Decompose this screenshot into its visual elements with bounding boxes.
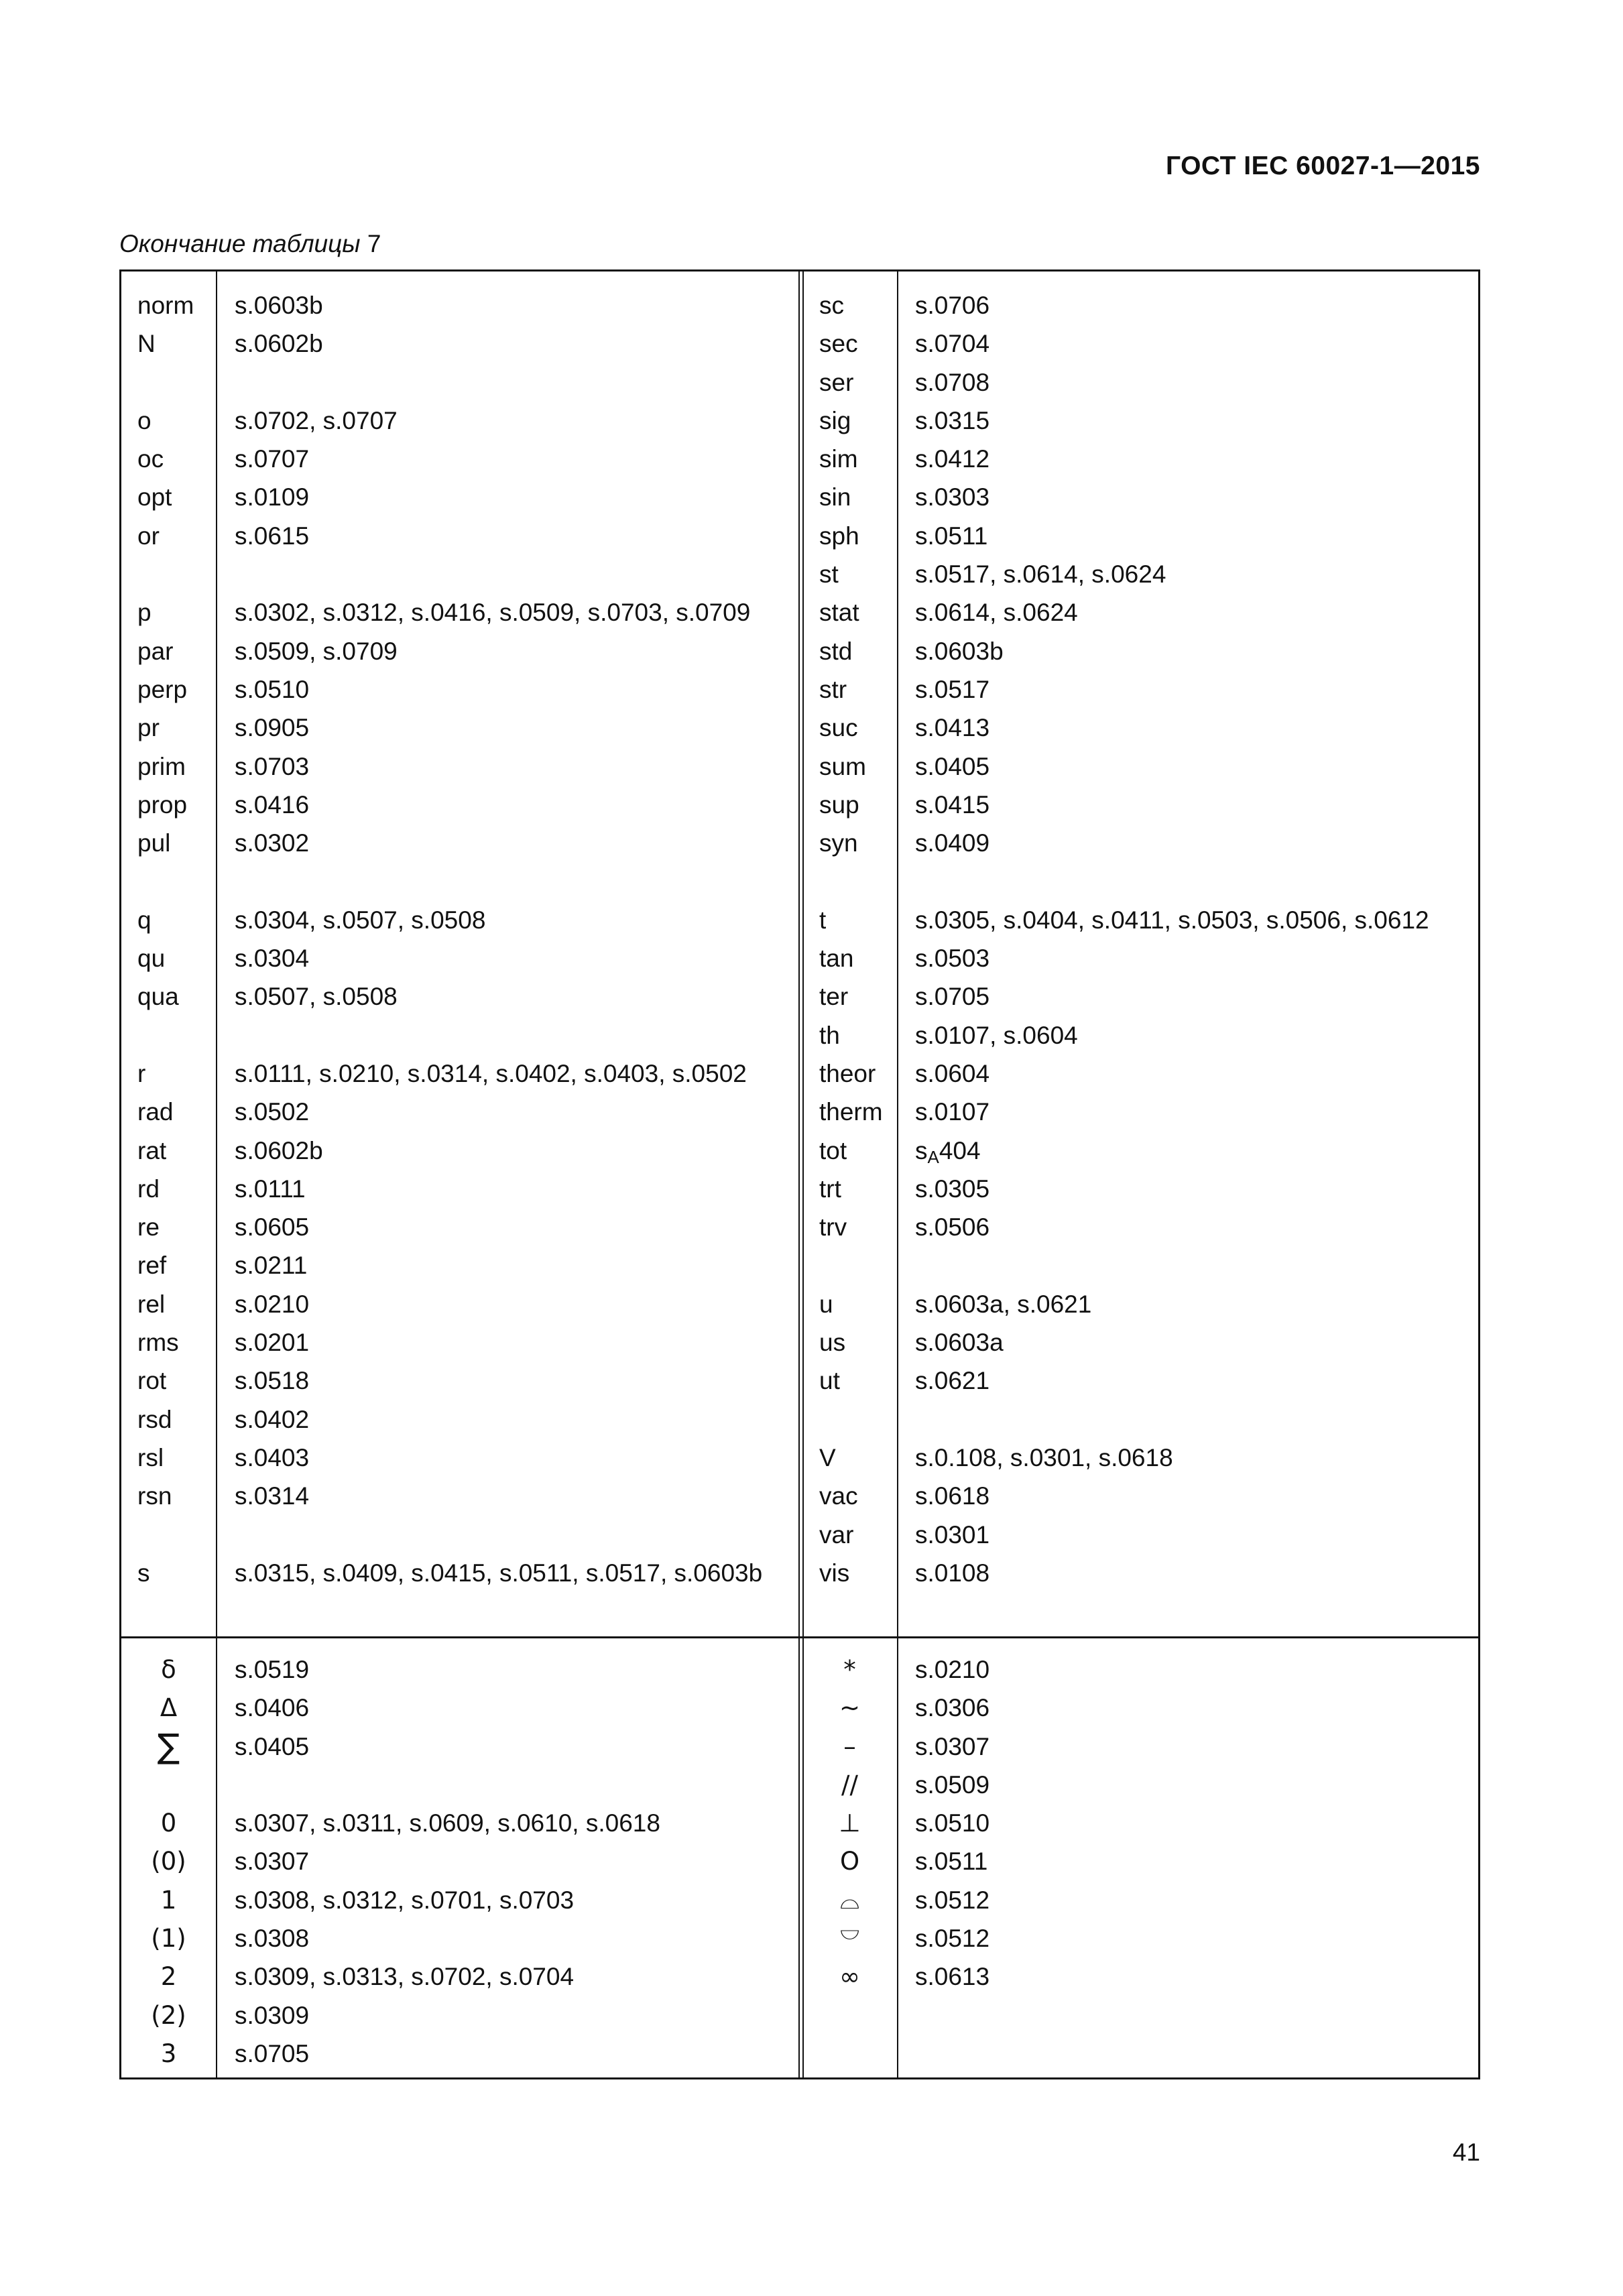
reference-cell: s.0615 [235,522,310,550]
reference-cell: s.0511 [915,1848,988,1876]
reference-cell: $s_A404$ [915,1136,981,1167]
abbreviation-cell: str [819,675,847,703]
abbreviation-cell: theor [819,1059,876,1087]
column-divider [216,271,217,2077]
reference-cell: s.0402 [235,1405,310,1433]
reference-cell: s.0707 [235,445,310,473]
reference-cell: s.0613 [915,1963,990,1991]
abbreviation-cell: var [819,1520,854,1549]
reference-cell: s.0301 [915,1520,990,1549]
reference-cell: s.0111 [235,1174,306,1203]
reference-cell: s.0512 [915,1925,990,1953]
reference-cell: s.0309, s.0313, s.0702, s.0704 [235,1963,575,1991]
reference-cell: s.0305 [915,1174,990,1203]
symbol-cell: 2 [160,1962,177,1992]
abbreviation-cell: qua [137,983,179,1011]
reference-cell: s.0302 [235,829,310,857]
reference-cell: s.0210 [235,1290,310,1318]
reference-cell [915,1246,1471,1284]
reference-cell: s.0618 [915,1482,990,1510]
reference-cell: s.0314 [235,1482,310,1510]
symbol-cell: Δ [160,1693,178,1723]
symbol-cell: ~ [839,1693,860,1723]
reference-cell: s.0303 [915,483,990,511]
symbol-cell: ∞ [839,1962,860,1992]
reference-cell: s.0702, s.0707 [235,406,398,434]
abbreviation-cell: o [137,406,152,434]
symbol-cell: 0 [160,1809,177,1838]
abbreviation-cell: or [137,522,160,550]
reference-cell: s.0517 [915,675,990,703]
abbreviation-cell: ref [137,1252,167,1280]
reference-cell: s.0605 [235,1213,310,1242]
reference-cell: s.0614, s.0624 [915,599,1078,627]
abbreviation-cell: rel [137,1290,166,1318]
upper-right-reference-column [915,286,1471,1592]
symbol-cell: – [843,1732,856,1761]
reference-cell: s.0621 [915,1367,990,1395]
abbreviation-cell: rsd [137,1405,172,1433]
abbreviation-cell: rms [137,1329,179,1357]
abbreviation-cell: t [819,906,827,934]
symbol-cell: (2) [151,2000,186,2030]
reference-cell: s.0.108, s.0301, s.0618 [915,1443,1173,1471]
abbreviation-cell: ser [819,368,854,396]
reference-cell: s.0315 [915,406,990,434]
abbreviation-cell [137,363,215,402]
abbreviation-cell: q [137,906,152,934]
reference-cell: s.0512 [915,1886,990,1914]
reference-cell: s.0412 [915,445,990,473]
abbreviation-cell: V [819,1443,836,1471]
reference-cell: s.0107, s.0604 [915,1021,1078,1049]
abbreviation-cell: rot [137,1367,167,1395]
reference-cell [235,363,791,402]
symbol-cell: ∑ [157,1726,180,1766]
reference-cell: s.0603a, s.0621 [915,1290,1092,1318]
column-divider [798,271,800,2077]
symbol-cell: ⊥ [839,1809,861,1838]
reference-cell: s.0111, s.0210, s.0314, s.0402, s.0403, s.0502 [235,1059,747,1087]
reference-cell: s.0510 [235,675,310,703]
abbreviation-cell: syn [819,829,858,857]
symbol-cell [121,1766,216,1804]
abbreviation-cell: stat [819,599,859,627]
reference-cell: s.0109 [235,483,310,511]
reference-cell: s.0309 [235,2001,310,2029]
abbreviation-cell: sin [819,483,851,511]
reference-cell: s.0307 [235,1848,310,1876]
abbreviation-cell: ter [819,983,849,1011]
abbreviation-cell: trv [819,1213,847,1242]
reference-cell: s.0403 [235,1443,310,1471]
caption-prefix: Окончание таблицы [119,230,361,257]
abbreviation-cell: pr [137,714,160,742]
abbreviations-table [119,269,1480,2079]
reference-cell: s.0603b [915,637,1004,665]
abbreviation-cell: rad [137,1098,174,1126]
reference-cell: s.0304 [235,945,310,973]
upper-right-abbreviation-column [819,286,896,1592]
abbreviation-cell: trt [819,1174,841,1203]
lower-right-symbol-column [802,1650,897,1996]
reference-cell: s.0511 [915,522,988,550]
reference-cell: s.0602b [235,330,323,358]
abbreviation-cell: sig [819,406,851,434]
reference-cell: s.0405 [235,1732,310,1760]
reference-cell: s.0603b [235,292,323,319]
abbreviation-cell [819,1400,896,1439]
section-divider [121,1636,1478,1638]
symbol-cell: 3 [160,2039,177,2068]
abbreviation-cell: norm [137,292,194,319]
symbol-cell: ⌓ [839,1924,860,1953]
abbreviation-cell: sph [819,522,859,550]
symbol-cell: ⌓ [839,1885,860,1915]
reference-cell: s.0509 [915,1770,990,1799]
abbreviation-cell: N [137,330,156,358]
reference-cell [235,1516,791,1554]
reference-cell: s.0308, s.0312, s.0701, s.0703 [235,1886,575,1914]
reference-cell: s.0416 [235,790,310,819]
reference-cell: s.0604 [915,1059,990,1087]
abbreviation-cell: therm [819,1098,883,1126]
reference-cell: s.0603a [915,1329,1004,1357]
reference-cell: s.0602b [235,1136,323,1164]
abbreviation-cell: sum [819,752,866,780]
reference-cell: s.0509, s.0709 [235,637,398,665]
abbreviation-cell: prop [137,790,188,819]
abbreviation-cell: tot [819,1136,847,1164]
abbreviation-cell [137,1516,215,1554]
abbreviation-cell: rd [137,1174,160,1203]
reference-cell: s.0307, s.0311, s.0609, s.0610, s.0618 [235,1809,660,1837]
abbreviation-cell: ut [819,1367,840,1395]
reference-cell: s.0108 [915,1559,990,1587]
reference-cell [915,1400,1471,1439]
abbreviation-cell [819,862,896,900]
abbreviation-cell: prim [137,752,186,780]
reference-cell: s.0905 [235,714,310,742]
caption-table-number: 7 [367,230,381,257]
abbreviation-cell [137,1016,215,1054]
abbreviation-cell: par [137,637,174,665]
abbreviation-cell: pul [137,829,171,857]
symbol-cell: (0) [151,1847,186,1876]
symbol-cell: δ [161,1655,176,1684]
abbreviation-cell [137,555,215,593]
abbreviation-cell: us [819,1329,846,1357]
reference-cell [235,862,791,900]
abbreviation-cell: re [137,1213,160,1242]
abbreviation-cell: opt [137,483,172,511]
reference-cell: s.0519 [235,1656,310,1683]
reference-cell: s.0518 [235,1367,310,1395]
reference-cell: s.0704 [915,330,990,358]
reference-cell: s.0506 [915,1213,990,1242]
abbreviation-cell: sc [819,292,844,319]
reference-cell: s.0413 [915,714,990,742]
document-header: ГОСТ IEC 60027-1—2015 [1165,152,1480,180]
symbol-cell: 1 [160,1885,177,1915]
reference-cell: s.0406 [235,1694,310,1722]
lower-left-reference-column [235,1650,791,2073]
abbreviation-cell: vis [819,1559,850,1587]
abbreviation-cell: perp [137,675,188,703]
reference-cell: s.0308 [235,1925,310,1953]
reference-cell: s.0307 [915,1732,990,1760]
reference-cell: s.0415 [915,790,990,819]
column-divider [897,271,898,2077]
reference-cell: s.0302, s.0312, s.0416, s.0509, s.0703, s.0709 [235,599,751,627]
abbreviation-cell: rat [137,1136,167,1164]
page-number: 41 [1452,2138,1480,2166]
symbol-cell: O [839,1847,860,1876]
abbreviation-cell: suc [819,714,858,742]
abbreviation-cell: rsn [137,1482,172,1510]
reference-cell [235,1016,791,1054]
upper-left-reference-column [235,286,791,1592]
abbreviation-cell: p [137,599,152,627]
symbol-cell: // [841,1770,858,1799]
reference-cell: s.0705 [235,2039,310,2067]
symbol-cell: (1) [151,1924,186,1953]
abbreviation-cell: std [819,637,853,665]
abbreviation-cell [137,862,215,900]
reference-cell: s.0315, s.0409, s.0415, s.0511, s.0517, s.0603b [235,1559,763,1587]
reference-cell: s.0201 [235,1329,310,1357]
reference-cell: s.0510 [915,1809,990,1837]
abbreviation-cell: tan [819,945,854,973]
abbreviation-cell: qu [137,945,166,973]
abbreviation-cell: th [819,1021,840,1049]
reference-cell [915,862,1471,900]
abbreviation-cell: r [137,1059,146,1087]
reference-cell: s.0502 [235,1098,310,1126]
abbreviation-cell: sec [819,330,858,358]
reference-cell: s.0705 [915,983,990,1011]
reference-cell: s.0708 [915,368,990,396]
abbreviation-cell: st [819,560,839,589]
reference-cell: s.0306 [915,1694,990,1722]
abbreviation-cell [819,1246,896,1284]
reference-cell: s.0703 [235,752,310,780]
reference-cell: s.0210 [915,1656,990,1683]
upper-left-abbreviation-column [137,286,215,1592]
abbreviation-cell: u [819,1290,833,1318]
abbreviation-cell: rsl [137,1443,164,1471]
reference-cell: s.0706 [915,292,990,319]
reference-cell [235,555,791,593]
reference-cell: s.0107 [915,1098,990,1126]
reference-cell: s.0503 [915,945,990,973]
abbreviation-cell: s [137,1559,150,1587]
lower-left-symbol-column [121,1650,216,2073]
abbreviation-cell: vac [819,1482,858,1510]
reference-cell: s.0305, s.0404, s.0411, s.0503, s.0506, s.0612 [915,906,1429,934]
symbol-cell: * [843,1655,856,1684]
reference-cell: s.0405 [915,752,990,780]
reference-cell: s.0211 [235,1252,308,1280]
reference-cell: s.0409 [915,829,990,857]
abbreviation-cell: sim [819,445,858,473]
lower-right-reference-column [915,1650,1471,1996]
reference-cell: s.0517, s.0614, s.0624 [915,560,1166,589]
abbreviation-cell: sup [819,790,859,819]
reference-cell: s.0304, s.0507, s.0508 [235,906,486,934]
reference-cell [235,1766,791,1804]
abbreviation-cell: oc [137,445,164,473]
reference-cell: s.0507, s.0508 [235,983,398,1011]
table-caption [119,230,381,258]
